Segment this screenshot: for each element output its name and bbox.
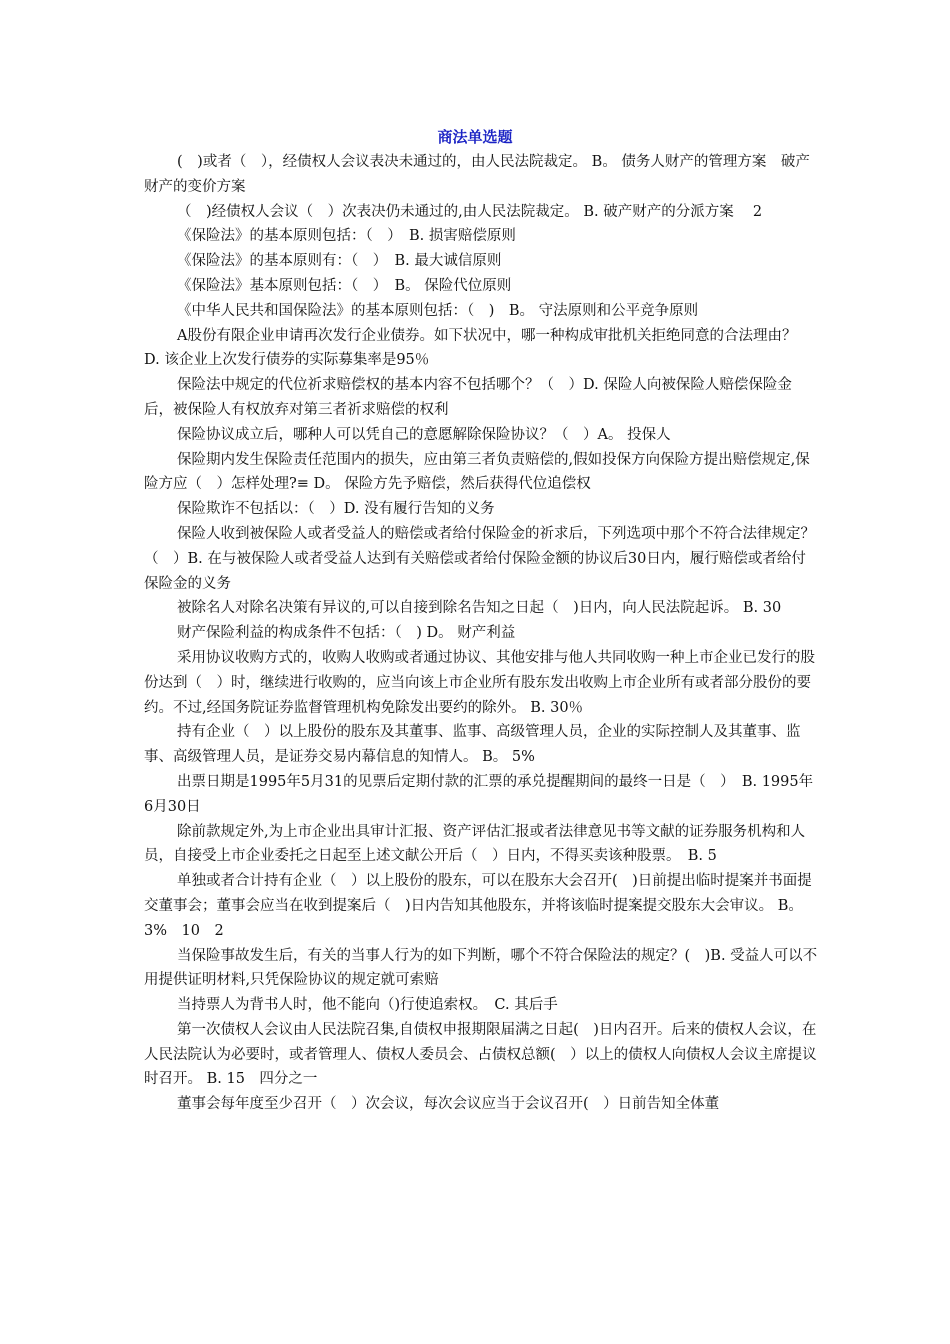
paragraph: 保险法中规定的代位祈求赔偿权的基本内容不包括哪个？（ ）D. 保险人向被保险人赔偿保险金后，被保险人有权放弃对第三者祈求赔偿的权利 (144, 377, 792, 418)
paragraph: 被除名人对除名决策有异议的,可以自接到除名告知之日起（ )日内，向人民法院起诉。 B. 30 (177, 600, 782, 617)
paragraph: 《中华人民共和国保险法》的基本原则包括：（ ) B。 守法原则和公平竞争原则 (177, 302, 699, 319)
paragraph: 保险欺诈不包括以：（ ）D. 没有履行告知的义务 (177, 501, 495, 518)
paragraph: 财产保险利益的构成条件不包括：（ ) D。 财产利益 (177, 625, 516, 642)
paragraph: 单独或者合计持有企业（ ）以上股份的股东，可以在股东大会召开( )日前提出临时提案并书面提交董事会；董事会应当在收到提案后（ )日内告知其他股东，并将该临时提案提交股东大会审议。 B。 3% 10 2 (144, 873, 812, 939)
paragraph: 出票日期是1995年5月31的见票后定期付款的汇票的承兑提醒期间的最终一日是（ ） B. 1995年6月30日 (144, 773, 814, 815)
paragraph: 董事会每年度至少召开（ ）次会议，每次会议应当于会议召开( ）日前告知全体董 (177, 1096, 720, 1113)
paragraph: 《保险法》的基本原则有：（ ） B. 最大诚信原则 (177, 253, 502, 270)
paragraph: 当持票人为背书人时，他不能向（)行使追索权。 C. 其后手 (177, 997, 558, 1014)
paragraph: 《保险法》基本原则包括：（ ） B。 保险代位原则 (177, 277, 512, 294)
page-title: 商法单选题 (437, 128, 513, 146)
paragraph: 保险人收到被保险人或者受益人的赔偿或者给付保险金的祈求后，下列选项中那个不符合法律规定？（ ）B. 在与被保险人或者受益人达到有关赔偿或者给付保险金额的协议后30日内，履行赔偿或者给付保险金的义务 (144, 525, 815, 592)
paragraph: （ )经债权人会议（ ）次表决仍未通过的,由人民法院裁定。 B. 破产财产的分派方案 2 (177, 203, 763, 220)
paragraph: A股份有限企业申请再次发行企业债券。如下状况中，哪一种构成审批机关拒绝同意的合法理由？ D. 该企业上次发行债券的实际募集率是95％ (144, 327, 811, 369)
paragraph: 采用协议收购方式的，收购人收购或者通过协议、其他安排与他人共同收购一种上市企业已发行的股份达到（ ）时，继续进行收购的，应当向该上市企业所有股东发出收购上市企业所有或者部分股份的要约。不过,经国务院证券监督管理机构免除发出要约的除外。 B. 30％ (144, 649, 815, 716)
paragraph: 除前款规定外,为上市企业出具审计汇报、资产评估汇报或者法律意见书等文献的证券服务机构和人员，自接受上市企业委托之日起至上述文献公开后（ ）日内，不得买卖该种股票。 B. 5 (144, 823, 806, 865)
paragraph: 当保险事故发生后，有关的当事人行为的如下判断，哪个不符合保险法的规定？( )B. 受益人可以不用提供证明材料,只凭保险协议的规定就可索赔 (144, 947, 818, 989)
paragraph: 《保险法》的基本原则包括：（ ） B. 损害赔偿原则 (177, 228, 516, 245)
paragraph: 保险期内发生保险责任范围内的损失，应由第三者负责赔偿的,假如投保方向保险方提出赔偿规定,保险方应（ ）怎样处理?≡ D。 保险方先予赔偿，然后获得代位追偿权 (144, 451, 810, 493)
paragraph: 持有企业（ ）以上股份的股东及其董事、监事、高级管理人员，企业的实际控制人及其董事、监事、高级管理人员，是证券交易内幕信息的知情人。 B。 5% (144, 724, 801, 766)
document-body (144, 150, 820, 1117)
paragraph: 第一次债权人会议由人民法院召集,自债权申报期限届满之日起( )日内召开。后来的债权人会议，在人民法院认为必要时，或者管理人、债权人委员会、占债权总额( ）以上的债权人向债权人会议主席提议时召开。 B. 15 四分之一 (144, 1021, 817, 1088)
paragraph: 保险协议成立后，哪种人可以凭自己的意愿解除保险协议？（ ）A。 投保人 (177, 426, 671, 443)
paragraph: ( )或者（ ），经债权人会议表决未通过的，由人民法院裁定。 B。 债务人财产的管理方案 破产财产的变价方案 (144, 154, 810, 195)
